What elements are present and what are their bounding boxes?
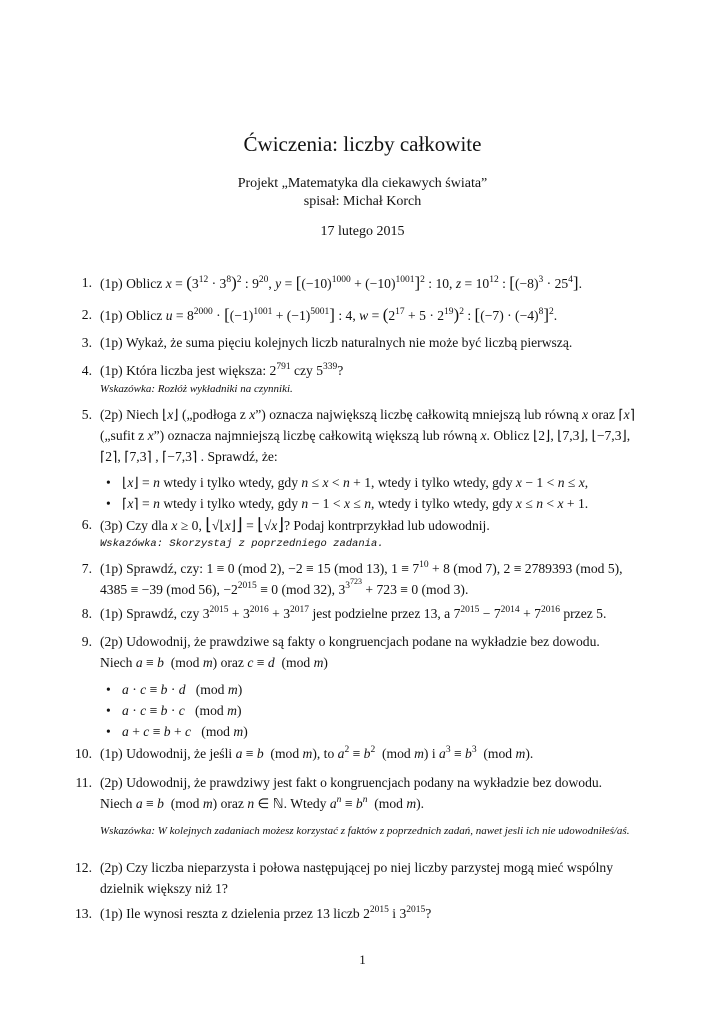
problem-text: Udowodnij, że prawdziwe są fakty o kongruencjach podane na wykładzie bez dowodu. <box>126 634 600 649</box>
problem-number: 13. <box>75 906 92 921</box>
problem-math: $x = (3^{12} \cdot 3^8)^2$ : $9^{20}$, $y = [(-10)^{1000} + (-10)^{1001}]^2$ : 10, $z = 10^{12}$ : $[(-8)^3 \cdot 25^4]$. <box>165 273 582 292</box>
problem-number: 8. <box>81 606 92 621</box>
problem-tail: przez 5. <box>563 606 607 621</box>
problem-lead: Niech <box>126 407 159 422</box>
project-line: Projekt „Matematyka dla ciekawych świata” <box>237 176 488 191</box>
list-item: • a · c ≡ b · d (mod m) <box>100 679 650 700</box>
problem-math: x ≥ 0, ⌊√⌊x⌋⌋ = ⌊√x⌋ <box>171 515 284 534</box>
problem-number: 10. <box>75 746 92 761</box>
problem-text: Wykaż, że suma pięciu kolejnych liczb naturalnych nie może być liczbą pierwszą. <box>125 335 573 350</box>
problem-hint: Wskazówka: Rozłóż wykładniki na czynniki. <box>100 383 293 395</box>
problem-number: 12. <box>75 860 92 875</box>
problem-math: $7^{2015} - 7^{2014} + 7^{2016}$ <box>453 605 560 621</box>
problem-points: (1p) <box>100 606 123 621</box>
problem-points: (2p) <box>100 407 123 422</box>
problem-points: (1p) <box>100 308 123 323</box>
problem-number: 4. <box>81 363 92 378</box>
problem-number: 1. <box>81 275 92 290</box>
page-number: 1 <box>359 952 366 967</box>
problem-12 <box>75 857 650 899</box>
problem-points: (1p) <box>100 746 123 761</box>
author-line: spisał: Michał Korch <box>303 194 422 209</box>
problem-5 <box>81 404 650 514</box>
problem-text: Ile wynosi reszta z dzielenia przez 13 liczb <box>126 906 360 921</box>
problem-number: 9. <box>81 634 92 649</box>
problem-math: $2^{791}$ czy $5^{339}$? <box>269 362 344 378</box>
problem-13 <box>75 903 650 924</box>
problem-11 <box>75 772 650 839</box>
problem-math: Niech a ≡ b (mod m) oraz n ∈ ℕ. Wtedy $a^n \equiv b^n$ (mod m). <box>100 795 425 811</box>
list-item: • ⌈x⌉ = n wtedy i tylko wtedy, gdy n − 1 < x ≤ n, wtedy i tylko wtedy, gdy x ≤ n < x + 1. <box>100 493 650 514</box>
problem-points: (2p) <box>100 860 123 875</box>
problem-text: Która liczba jest większa: <box>126 363 267 378</box>
problem-hint: Wskazówka: W kolejnych zadaniach możesz korzystać z faktów z poprzednich zadań, nawet jesli ich nie udowodniłeś/aś. <box>100 825 630 837</box>
list-item: • a + c ≡ b + c (mod m) <box>100 721 650 742</box>
problem-points: (1p) <box>100 561 123 576</box>
problem-tail: ? Podaj kontrprzykład lub udowodnij. <box>283 518 490 533</box>
problem-10 <box>75 743 650 764</box>
problem-math: $u = 8^{2000} \cdot [(-1)^{1001} + (-1)^{5001}]$ : 4, $w = (2^{17} + 5 \cdot 2^{19})^2$ : $[(-7) \cdot (-4)^8]^2$. <box>165 305 558 324</box>
problem-lead: Oblicz <box>126 276 163 291</box>
problem-number: 2. <box>81 307 92 322</box>
problem-number: 7. <box>81 561 92 576</box>
problem-points: (2p) <box>100 775 123 790</box>
problem-8 <box>81 603 650 624</box>
problem-text: Czy liczba nieparzysta i połowa następującej po niej liczby parzystej mogą mieć wspólny dzielnik większy niż 1? <box>100 860 614 896</box>
problem-math: 1 ≡ 0 (mod 2), −2 ≡ 15 (mod 13), $1 \equiv 7^{10} + 8$ (mod 7), 2 ≡ 2789393 (mod 5), 4385 ≡ −39 (mod 56), $-2^{2015} \equiv 0$ (mod 32), $3^{3^{723}} + 723 \equiv 0$ (mod 3). <box>100 560 623 597</box>
problem-1 <box>81 272 650 294</box>
problem-text: Udowodnij, że prawdziwy jest fakt o kongruencjach podany na wykładzie bez dowodu. <box>126 775 603 790</box>
problem-lead: Sprawdź, czy: <box>126 561 204 576</box>
problem-math: $2^{2015}$ i $3^{2015}$? <box>363 905 432 921</box>
list-item: • ⌊x⌋ = n wtedy i tylko wtedy, gdy n ≤ x < n + 1, wtedy i tylko wtedy, gdy x − 1 < n ≤ x, <box>100 472 650 493</box>
problem-number: 3. <box>81 335 92 350</box>
problem-lead: Czy dla <box>126 518 168 533</box>
problem-9 <box>81 631 650 742</box>
problem-hint: Wskazówka: Skorzystaj z poprzedniego zadania. <box>100 538 384 550</box>
date-line: 17 lutego 2015 <box>320 224 405 239</box>
problem-4 <box>81 360 650 397</box>
problem-points: (1p) <box>100 906 123 921</box>
problem-points: (1p) <box>100 276 123 291</box>
problem-points: (1p) <box>100 363 123 378</box>
problem-math: a ≡ b (mod m), to $a^2 \equiv b^2$ (mod m) i $a^3 \equiv b^3$ (mod m). <box>235 745 534 761</box>
problem-mid: jest podzielne przez 13, a <box>312 606 451 621</box>
problem-3 <box>81 332 650 353</box>
problem-points: (2p) <box>100 634 123 649</box>
problem-number: 11. <box>75 775 92 790</box>
problem-points: (1p) <box>100 335 123 350</box>
problem-number: 6. <box>81 517 92 532</box>
list-item: • a · c ≡ b · c (mod m) <box>100 700 650 721</box>
problem-lead: Sprawdź, czy <box>126 606 200 621</box>
problem-7 <box>81 558 650 600</box>
problem-6 <box>81 514 650 552</box>
problem-math: ⌊x⌋ („podłoga z x”) oznacza największą liczbę całkowitą mniejszą lub równą x oraz ⌈x⌉ („sufit z x”) oznacza najmniejszą liczbę całkowitą większą lub równą x. Oblicz ⌊2⌋, ⌊7,3⌋, ⌊−7,3⌋, ⌈2⌉, ⌈7,3⌉ , ⌈−7,3⌉ . Sprawdź, że: <box>100 407 635 464</box>
problem-number: 5. <box>81 407 92 422</box>
problem-lead: Udowodnij, że jeśli <box>126 746 233 761</box>
document-title: Ćwiczenia: liczby całkowite <box>243 132 482 156</box>
problem-math: $3^{2015} + 3^{2016} + 3^{2017}$ <box>202 605 310 621</box>
problem-points: (3p) <box>100 518 123 533</box>
problem-math: Niech a ≡ b (mod m) oraz c ≡ d (mod m) <box>100 655 328 670</box>
problem-2 <box>81 304 650 326</box>
problem-lead: Oblicz <box>126 308 163 323</box>
